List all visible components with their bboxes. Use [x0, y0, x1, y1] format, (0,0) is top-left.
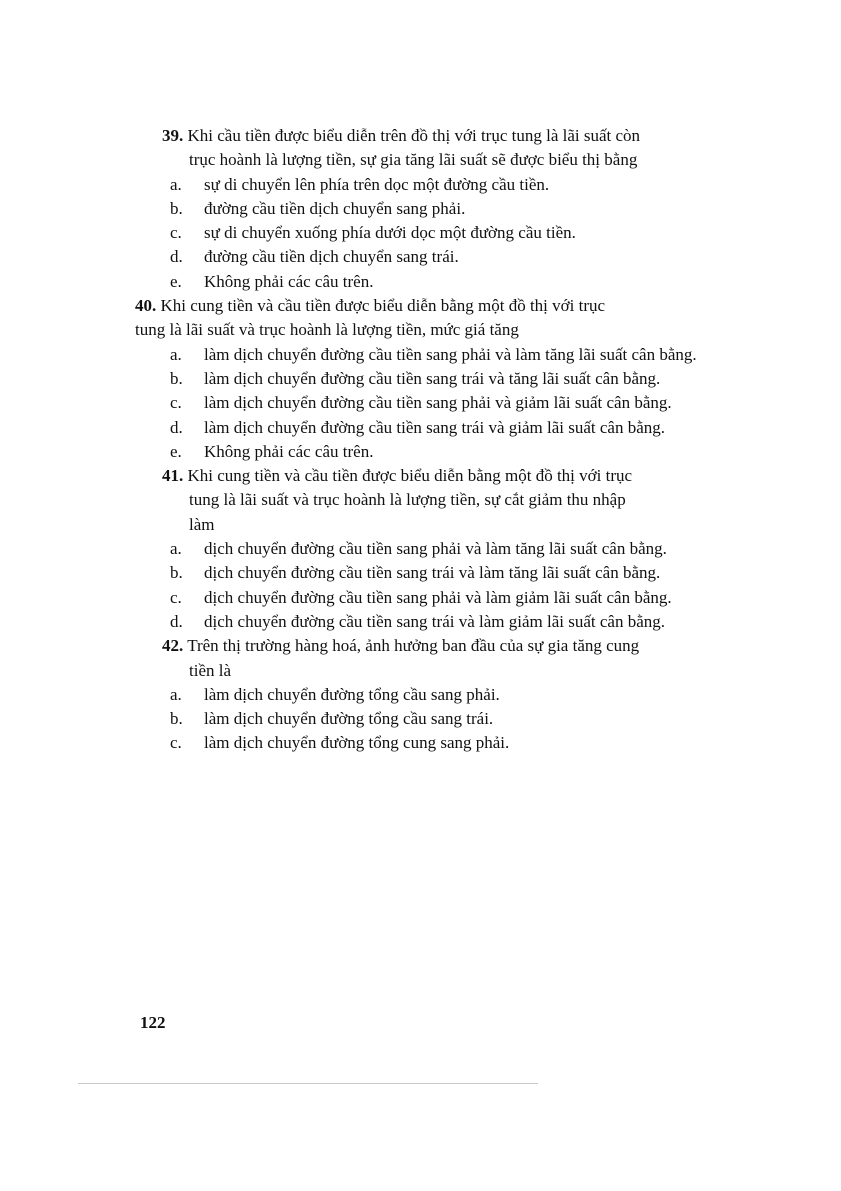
answer-option-a	[162, 173, 734, 197]
option-letter: d.	[170, 417, 183, 437]
question-number: 41.	[162, 466, 184, 486]
option-text: làm dịch chuyển đường tổng cung sang phải.	[204, 733, 510, 753]
option-letter: a.	[170, 174, 182, 194]
option-text: làm dịch chuyển đường tổng cầu sang phải.	[204, 684, 500, 704]
question-stem-text: Khi cầu tiền được biểu diễn trên đồ thị với trục tung là lãi suất còn	[183, 126, 641, 145]
option-letter: b.	[170, 563, 183, 583]
question-number: 40.	[135, 296, 157, 316]
option-text: Không phải các câu trên.	[204, 271, 374, 291]
option-text: làm dịch chuyển đường cầu tiền sang phải và giảm lãi suất cân bằng.	[204, 393, 672, 413]
answer-option-b	[162, 367, 734, 391]
option-letter: c.	[170, 733, 182, 753]
question-number: 39.	[162, 126, 184, 145]
option-text: làm dịch chuyển đường cầu tiền sang phải và làm tăng lãi suất cân bằng.	[204, 344, 697, 364]
answer-option-c	[162, 221, 734, 245]
page-number: 122	[140, 1013, 166, 1032]
answer-option-b	[162, 197, 734, 221]
question-40	[135, 294, 734, 464]
question-stem-line: tung là lãi suất và trục hoành là lượng tiền, mức giá tăng	[135, 320, 519, 340]
question-42	[162, 634, 734, 755]
question-number: 42.	[162, 636, 184, 656]
option-text: dịch chuyển đường cầu tiền sang trái và làm giảm lãi suất cân bằng.	[204, 611, 666, 631]
answer-option-e	[162, 440, 734, 464]
answer-option-e	[162, 270, 734, 294]
option-letter: b.	[170, 368, 183, 388]
option-letter: c.	[170, 587, 182, 607]
question-stem-text: Trên thị trường hàng hoá, ảnh hưởng ban đầu của sự gia tăng cung	[183, 636, 640, 656]
option-letter: d.	[170, 611, 183, 631]
question-41	[162, 464, 734, 634]
answer-option-c	[162, 731, 734, 755]
option-text: làm dịch chuyển đường tổng cầu sang trái.	[204, 709, 494, 729]
question-39	[162, 124, 734, 294]
option-letter: b.	[170, 709, 183, 729]
question-stem-line	[135, 294, 734, 318]
answer-option-b	[162, 561, 734, 585]
question-stem-text: Khi cung tiền và cầu tiền được biểu diễn bằng một đồ thị với trục	[156, 296, 606, 316]
question-stem-line	[162, 634, 734, 658]
option-letter: e.	[170, 271, 182, 291]
option-text: làm dịch chuyển đường cầu tiền sang trái và tăng lãi suất cân bằng.	[204, 368, 661, 388]
option-text: dịch chuyển đường cầu tiền sang trái và làm tăng lãi suất cân bằng.	[204, 563, 661, 583]
option-letter: a.	[170, 684, 182, 704]
option-text: Không phải các câu trên.	[204, 441, 374, 461]
bottom-divider	[78, 1083, 538, 1084]
question-stem-line	[162, 124, 734, 148]
question-stem-line: tung là lãi suất và trục hoành là lượng tiền, sự cắt giảm thu nhập	[189, 490, 626, 510]
option-letter: a.	[170, 539, 182, 559]
option-letter: e.	[170, 441, 182, 461]
option-text: dịch chuyển đường cầu tiền sang phải và làm giảm lãi suất cân bằng.	[204, 587, 672, 607]
option-letter: d.	[170, 247, 183, 267]
answer-option-a	[162, 683, 734, 707]
option-letter: c.	[170, 393, 182, 413]
option-text: làm dịch chuyển đường cầu tiền sang trái và giảm lãi suất cân bằng.	[204, 417, 666, 437]
option-text: sự di chuyển lên phía trên dọc một đường cầu tiền.	[204, 174, 550, 194]
option-text: dịch chuyển đường cầu tiền sang phải và làm tăng lãi suất cân bằng.	[204, 539, 667, 559]
answer-option-a	[162, 343, 734, 367]
answer-option-c	[162, 586, 734, 610]
answer-option-d	[162, 610, 734, 634]
question-stem-line: tiền là	[189, 660, 232, 680]
option-letter: c.	[170, 223, 182, 243]
page-content	[135, 124, 734, 756]
answer-option-a	[162, 537, 734, 561]
option-letter: b.	[170, 198, 183, 218]
option-letter: a.	[170, 344, 182, 364]
question-stem-line: trục hoành là lượng tiền, sự gia tăng lãi suất sẽ được biểu thị bằng	[189, 150, 638, 170]
answer-option-d	[162, 245, 734, 269]
question-stem-text: Khi cung tiền và cầu tiền được biểu diễn bằng một đồ thị với trục	[183, 466, 633, 486]
answer-option-c	[162, 391, 734, 415]
answer-option-d	[162, 416, 734, 440]
option-text: đường cầu tiền dịch chuyển sang trái.	[204, 247, 459, 267]
option-text: đường cầu tiền dịch chuyển sang phải.	[204, 198, 466, 218]
question-stem-line: làm	[189, 514, 215, 534]
option-text: sự di chuyển xuống phía dưới dọc một đường cầu tiền.	[204, 223, 576, 243]
question-stem-line	[162, 464, 734, 488]
answer-option-b	[162, 707, 734, 731]
